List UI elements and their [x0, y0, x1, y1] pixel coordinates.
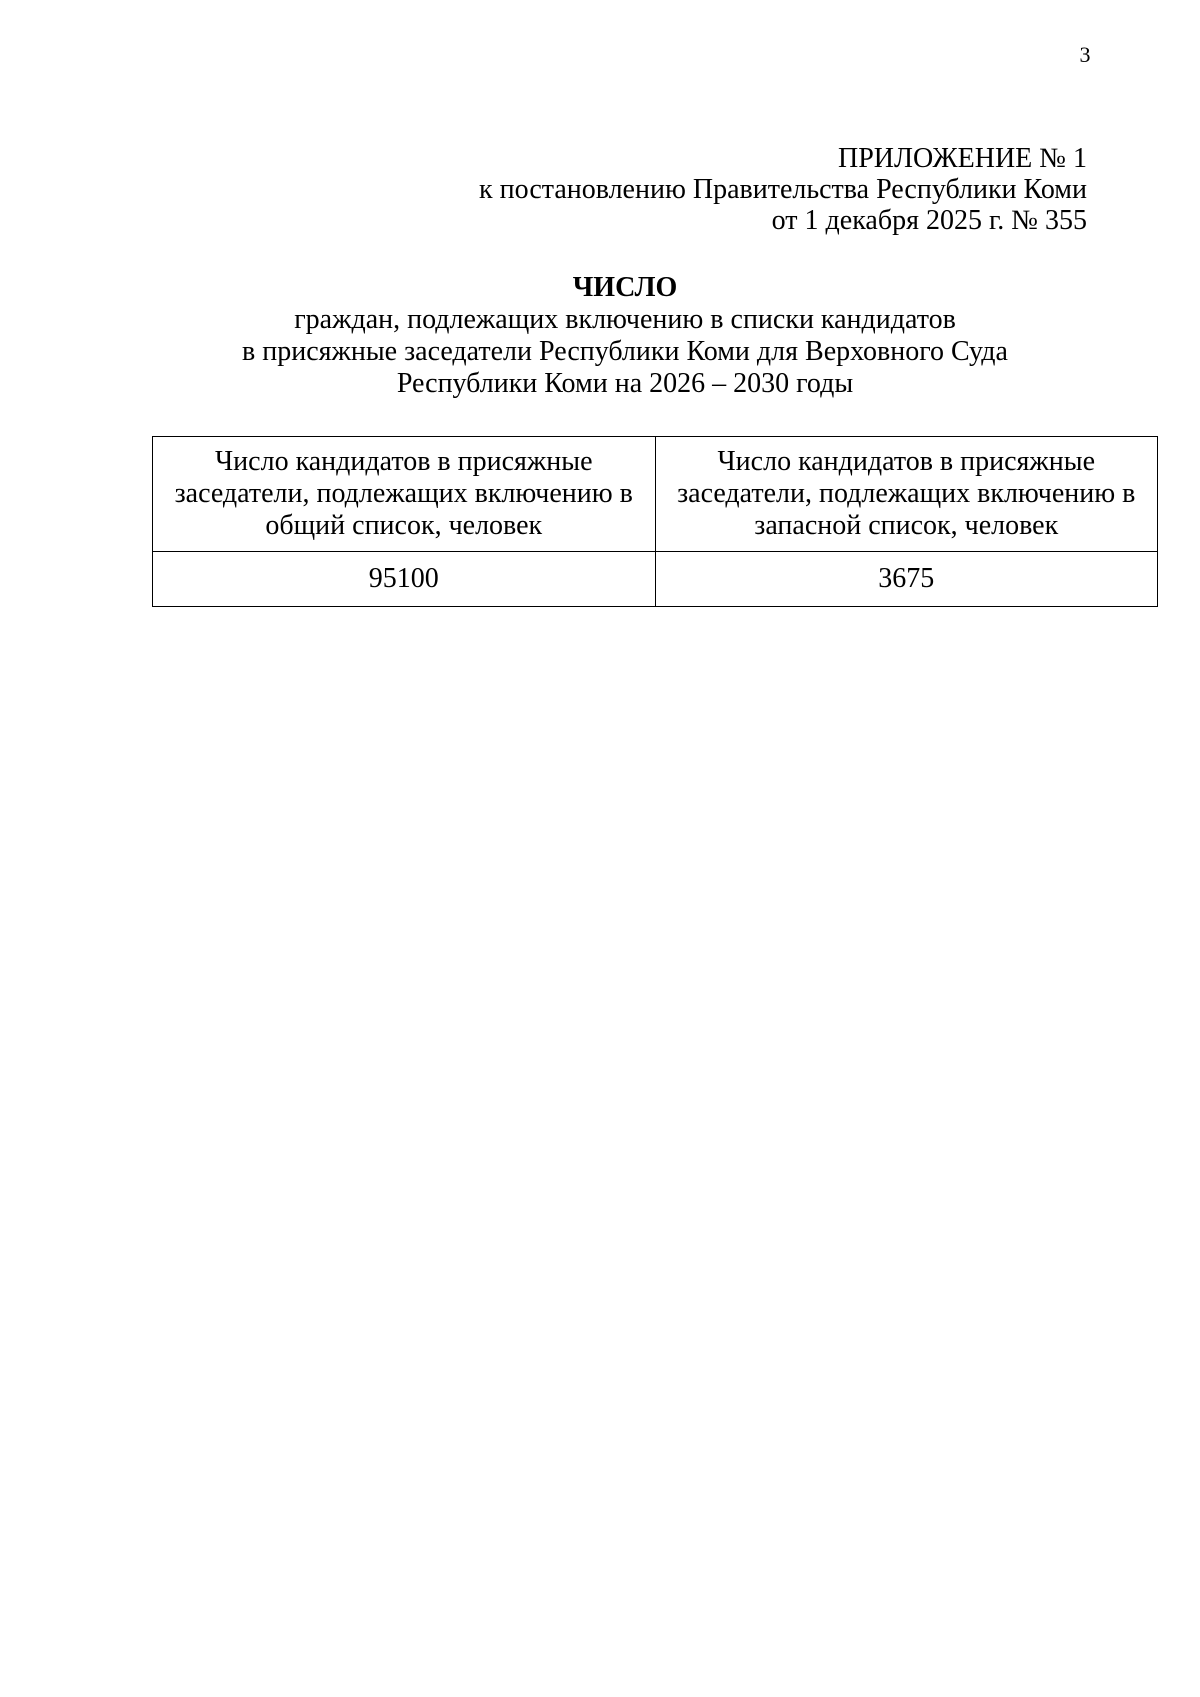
table-header-general-list: Число кандидатов в присяжные заседатели, подлежащих включению в общий список, человек — [153, 437, 656, 552]
title-line-3: Республики Коми на 2026 – 2030 годы — [396, 368, 854, 399]
value-general-list: 95100 — [153, 552, 656, 607]
title-heading: ЧИСЛО — [572, 272, 678, 303]
candidates-table — [152, 436, 1158, 607]
appendix-line-3: от 1 декабря 2025 г. № 355 — [771, 205, 1087, 236]
value-reserve-list: 3675 — [655, 552, 1158, 607]
document-title — [0, 272, 1200, 400]
appendix-line-2: к постановлению Правительства Республики Коми — [479, 174, 1087, 205]
appendix-line-1: ПРИЛОЖЕНИЕ № 1 — [838, 143, 1087, 174]
title-line-1: граждан, подлежащих включению в списки кандидатов — [294, 304, 956, 335]
table-header-reserve-list: Число кандидатов в присяжные заседатели, подлежащих включению в запасной список, человек — [655, 437, 1158, 552]
page-number: 3 — [1079, 42, 1091, 67]
appendix-header — [479, 143, 1087, 236]
title-line-2: в присяжные заседатели Республики Коми для Верховного Суда — [242, 336, 1008, 367]
table-row — [153, 552, 1158, 607]
table-header-row — [153, 437, 1158, 552]
